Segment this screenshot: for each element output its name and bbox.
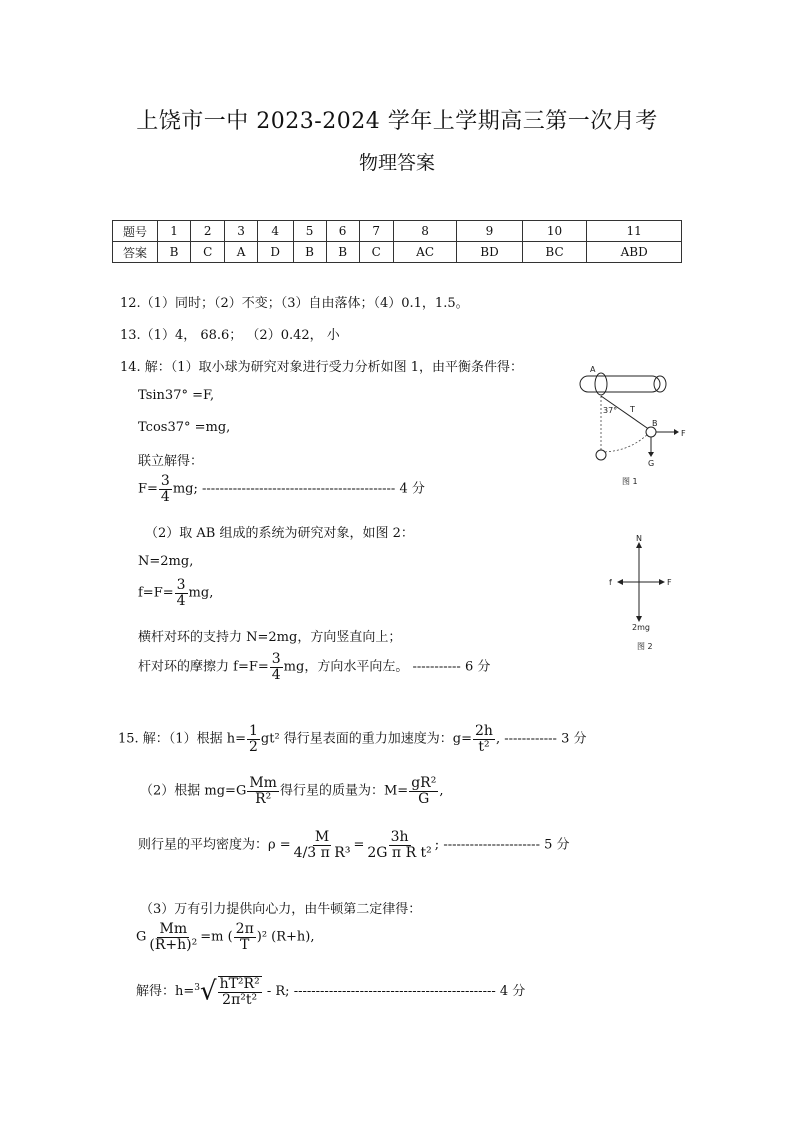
- table-cell-answer: B: [293, 242, 326, 263]
- label-2mg: 2mg: [632, 623, 650, 632]
- table-cell-number: 8: [393, 221, 456, 242]
- label-f-force: F: [667, 578, 672, 587]
- score: 6 分: [464, 659, 491, 675]
- fraction-num: 3: [176, 577, 186, 593]
- score: 4 分: [399, 481, 425, 497]
- fraction: [247, 724, 260, 754]
- fraction-den: 4/3 π R³: [293, 844, 351, 861]
- text: 杆对环的摩擦力 f=F=: [138, 659, 269, 675]
- score: 5 分: [544, 837, 570, 853]
- label-f: F: [681, 429, 686, 438]
- label-b: B: [652, 419, 658, 428]
- fraction-num: gR²: [411, 775, 437, 791]
- q14-part2: （2）取 AB 组成的系统为研究对象，如图 2：: [145, 526, 414, 541]
- text: gt² 得行星表面的重力加速度为：g=: [260, 731, 473, 747]
- fraction-den: 4: [271, 666, 281, 683]
- fraction-num: 3: [160, 473, 170, 489]
- fraction-num: 1: [248, 723, 258, 739]
- fraction-den: 4: [160, 488, 170, 505]
- table-cell-number: 2: [191, 221, 225, 242]
- q15-part3: （3）万有引力提供向心力，由牛顿第二定律得：: [140, 902, 422, 917]
- fraction-den: 4: [176, 592, 186, 609]
- fraction-num: hT²R²: [219, 976, 260, 992]
- table-header-label: 题号: [113, 221, 158, 242]
- fraction-den: 2π²t²: [222, 991, 258, 1008]
- fraction-num: 3h: [390, 829, 409, 845]
- text: mg,: [188, 585, 214, 601]
- table-cell-answer: D: [257, 242, 293, 263]
- q14-intro: 14. 解：（1）取小球为研究对象进行受力分析如图 1，由平衡条件得：: [120, 360, 523, 375]
- score: 3 分: [561, 731, 587, 747]
- fraction-num: 2π: [235, 921, 254, 937]
- figure-2: [605, 532, 685, 657]
- table-cell-number: 9: [457, 221, 522, 242]
- text: =m (: [200, 929, 233, 945]
- root-index: 3: [194, 982, 200, 993]
- q14-support: 横杆对环的支持力 N=2mg，方向竖直向上；: [138, 630, 402, 645]
- figure-1: [570, 360, 690, 490]
- fraction: [473, 724, 495, 754]
- text: G: [136, 929, 147, 945]
- text: （2）根据 mg=G: [140, 783, 247, 799]
- fraction-den: 2G π R t²: [367, 844, 432, 861]
- score-dash: ----------------------------------------------: [293, 984, 496, 1000]
- table-cell-answer: AC: [393, 242, 456, 263]
- table-cell-answer: BD: [457, 242, 522, 263]
- table-row: [113, 242, 682, 263]
- table-cell-number: 11: [587, 221, 682, 242]
- label-n: N: [636, 534, 642, 543]
- q12-answer: 12.（1）同时；（2）不变；（3）自由落体；（4）0.1，1.5。: [120, 296, 469, 311]
- label-a: A: [590, 365, 596, 374]
- figure-2-caption: 图 2: [637, 642, 653, 651]
- fraction-den: T: [240, 936, 250, 953]
- table-cell-answer: ABD: [587, 242, 682, 263]
- table-cell-answer: BC: [522, 242, 587, 263]
- table-cell-number: 5: [293, 221, 326, 242]
- table-cell-answer: C: [191, 242, 225, 263]
- fraction-den: t²: [478, 738, 490, 755]
- label-t: T: [630, 405, 635, 414]
- fraction: [234, 922, 256, 952]
- radical-icon: √: [200, 976, 217, 1007]
- fraction-den: (R+h)²: [149, 936, 198, 953]
- table-cell-answer: C: [359, 242, 393, 263]
- table-cell-answer: B: [158, 242, 191, 263]
- fraction-num: M: [314, 829, 330, 845]
- q15-gravity: [136, 922, 315, 952]
- text: =: [353, 837, 365, 853]
- score-dash: -----------: [412, 659, 461, 675]
- text: ,: [439, 783, 444, 799]
- q15-density: [138, 830, 570, 860]
- q14-eq3: N=2mg,: [138, 554, 194, 569]
- label-angle: 37°: [603, 406, 618, 415]
- table-cell-number: 4: [257, 221, 293, 242]
- table-cell-number: 3: [225, 221, 258, 242]
- table-cell-answer: B: [326, 242, 359, 263]
- fraction-den: R²: [255, 790, 272, 807]
- fraction-den: 2: [248, 738, 258, 755]
- text: )² (R+h),: [256, 929, 315, 945]
- q14-eq2: Tcos37° =mg,: [138, 420, 231, 435]
- score-dash: ------------: [504, 731, 557, 747]
- fraction-num: 3: [271, 651, 281, 667]
- fraction-num: Mm: [249, 775, 277, 791]
- text: 15. 解：（1）根据 h=: [118, 731, 246, 747]
- score-dash: ----------------------: [443, 837, 540, 853]
- table-answer-label: 答案: [113, 242, 158, 263]
- answer-table: [112, 220, 682, 263]
- score-dash: --------------------------------------------: [202, 481, 396, 497]
- text: 得行星的质量为：M=: [279, 783, 409, 799]
- fraction: [409, 776, 438, 806]
- fraction: [270, 652, 283, 682]
- page-subtitle: 物理答案: [358, 152, 435, 174]
- page-title: 上饶市一中 2023-2024 学年上学期高三第一次月考: [136, 109, 658, 134]
- q13-answer: 13.（1）4， 68.6； （2）0.42， 小: [120, 328, 340, 343]
- table-cell-number: 1: [158, 221, 191, 242]
- table-row: [113, 221, 682, 242]
- fraction-num: Mm: [159, 921, 188, 937]
- q15-part1: 15. 解：（1）根据 h= $\frac{1}{2}$ gt² 得行星表面的重力加速度为：g= $\frac{2h}{\text{t²}}$ , ------------ 3 分: [118, 723, 587, 755]
- fraction: [218, 976, 262, 1007]
- q14-eq1: Tsin37° =F,: [138, 388, 215, 403]
- q14-friction: [138, 652, 490, 682]
- figure-1-caption: 图 1: [622, 477, 638, 486]
- label-g: G: [648, 459, 655, 468]
- text: - R;: [266, 984, 290, 1000]
- table-cell-answer: A: [225, 242, 258, 263]
- text: ;: [434, 837, 440, 853]
- text: mg，方向水平向左。: [283, 659, 409, 675]
- text: 解得：h=: [136, 984, 195, 1000]
- table-cell-number: 6: [326, 221, 359, 242]
- table-cell-number: 10: [522, 221, 587, 242]
- q15-part2: [140, 776, 443, 806]
- fraction: [365, 830, 433, 860]
- q15-solution: [136, 976, 525, 1007]
- fraction: [159, 474, 172, 504]
- score: 4 分: [499, 984, 526, 1000]
- text: mg;: [172, 481, 198, 497]
- label-f-friction: f: [609, 578, 612, 587]
- q14-solve: 联立解得：: [138, 454, 204, 469]
- fraction-den: G: [418, 790, 430, 807]
- fraction-num: 2h: [475, 723, 493, 739]
- fraction: [147, 922, 199, 952]
- fraction: [175, 578, 188, 608]
- q14-result: [138, 474, 425, 504]
- text: f=F=: [138, 585, 174, 601]
- q14-eq4: [138, 578, 213, 608]
- text: F=: [138, 481, 158, 497]
- fraction: [292, 830, 353, 860]
- text: 则行星的平均密度为：ρ =: [138, 837, 291, 853]
- table-cell-number: 7: [359, 221, 393, 242]
- fraction: [247, 776, 279, 806]
